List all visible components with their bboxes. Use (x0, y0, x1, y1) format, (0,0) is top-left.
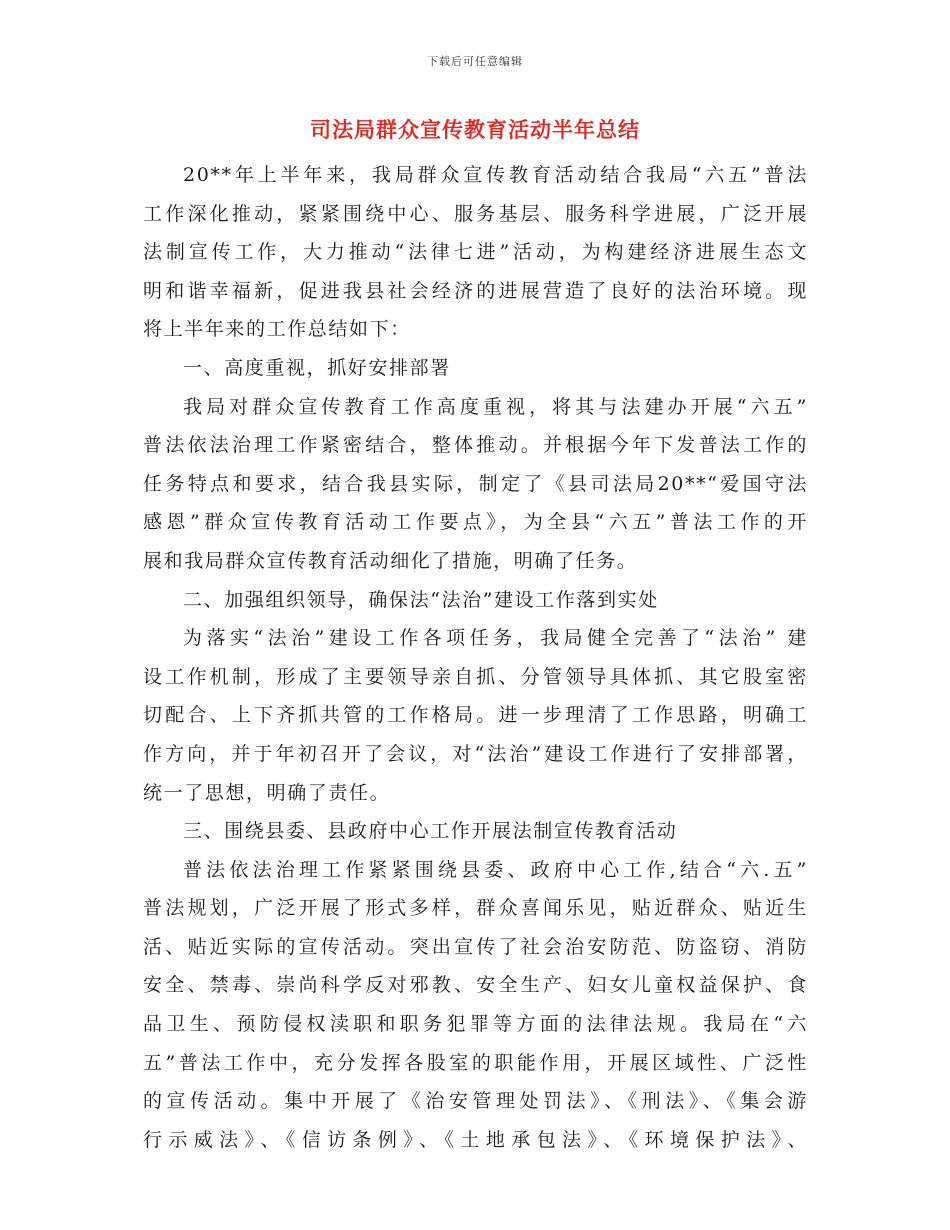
body-line: 品卫生、预防侵权渎职和职务犯罪等方面的法律法规。我局在“六 (143, 1013, 808, 1036)
body-line: 切配合、上下齐抓共管的工作格局。进一步理清了工作思路，明确工 (143, 704, 808, 727)
body-line: 行示威法》、《信访条例》、《土地承包法》、《环境保护法》、 (143, 1128, 808, 1151)
body-line: 的宣传活动。集中开展了《治安管理处罚法》、《刑法》、《集会游 (143, 1090, 808, 1113)
body-line: 活、贴近实际的宣传活动。突出宣传了社会治安防范、防盗窃、消防 (143, 935, 808, 958)
document-body (143, 156, 808, 1159)
body-line: 法制宣传工作，大力推动“法律七进”活动，为构建经济进展生态文 (143, 241, 808, 264)
document-title: 司法局群众宣传教育活动半年总结 (310, 117, 640, 142)
body-line: 作方向，并于年初召开了会议，对“法治”建设工作进行了安排部署， (143, 742, 808, 765)
body-line: 为落实“法治”建设工作各项任务，我局健全完善了“法治” 建 (183, 627, 808, 650)
body-line: 工作深化推动，紧紧围绕中心、服务基层、服务科学进展，广泛开展 (143, 202, 808, 225)
body-line: 设工作机制，形成了主要领导亲自抓、分管领导具体抓、其它股室密 (143, 665, 808, 688)
body-line: 展和我局群众宣传教育活动细化了措施，明确了任务。 (143, 549, 638, 572)
body-line: 我局对群众宣传教育工作高度重视，将其与法建办开展“六五” (183, 395, 808, 418)
body-line: 三、围绕县委、县政府中心工作开展法制宣传教育活动 (183, 820, 678, 843)
body-line: 任务特点和要求，结合我县实际，制定了《县司法局20**“爱国守法 (143, 472, 808, 495)
body-line: 一、高度重视，抓好安排部署 (183, 356, 451, 379)
body-line: 安全、禁毒、崇尚科学反对邪教、安全生产、妇女儿童权益保护、食 (143, 974, 808, 997)
body-line: 普法依法治理工作紧密结合，整体推动。并根据今年下发普法工作的 (143, 434, 808, 457)
body-line: 20**年上半年来，我局群众宣传教育活动结合我局“六五”普法 (183, 164, 808, 186)
body-line: 将上半年来的工作总结如下： (143, 318, 411, 341)
body-line: 统一了思想，明确了责任。 (143, 781, 391, 804)
body-line: 普法依法治理工作紧紧围绕县委、政府中心工作,结合“六.五” (183, 858, 808, 881)
body-line: 五”普法工作中，充分发挥各股室的职能作用，开展区域性、广泛性 (143, 1051, 808, 1074)
body-line: 明和谐幸福新，促进我县社会经济的进展营造了良好的法治环境。现 (143, 279, 808, 302)
body-line: 二、加强组织领导，确保法“法治”建设工作落到实处 (183, 588, 659, 611)
body-line: 感恩”群众宣传教育活动工作要点》，为全县“六五”普法工作的开 (143, 511, 808, 534)
body-line: 普法规划，广泛开展了形式多样，群众喜闻乐见，贴近群众、贴近生 (143, 897, 808, 920)
header-note: 下载后可任意编辑 (427, 55, 523, 68)
